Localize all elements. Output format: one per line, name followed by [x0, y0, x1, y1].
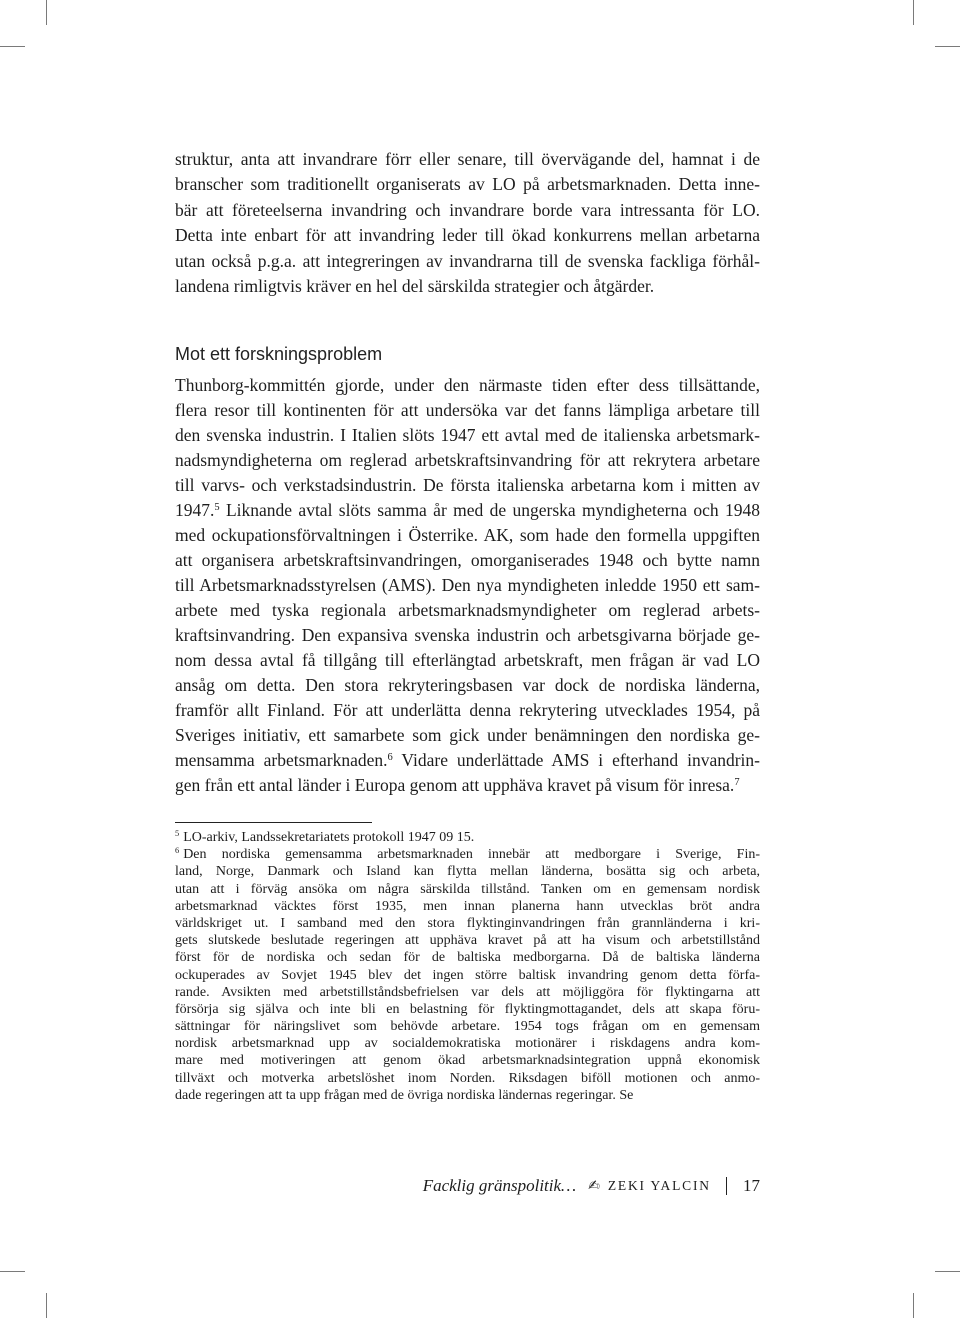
crop-mark: [46, 0, 47, 25]
body-line: [175, 498, 760, 523]
line-text: mensamma arbetsmarknaden.: [175, 750, 388, 770]
crop-mark: [46, 1293, 47, 1318]
body-line: arbete med tyska regionala arbetsmarknadsmyndigheter om reglerad arbets-: [175, 600, 760, 620]
footnote-ref: 7: [734, 776, 740, 788]
footnote-number: 5: [175, 828, 180, 838]
footnote-line: [175, 846, 760, 863]
body-line: landena rimligtvis kräver en hel del särskilda strategier och åtgärder.: [175, 275, 655, 296]
line-text: Vidare underlättade AMS i efterhand invandrin-: [392, 750, 760, 770]
footnote-ref: 6: [387, 751, 393, 763]
footnote-text: Den nordiska gemensamma arbetsmarknaden innebär att medborgare i Sverige, Fin-: [183, 847, 760, 863]
footnote-line: sättningar för näringslivet som behövde arbetare. 1954 togs frågan om en gemensam: [175, 1019, 760, 1035]
footnote-text: LO-arkiv, Landssekretariatets protokoll 1947 09 15.: [183, 830, 475, 845]
footnote-line: först för de nordiska och sedan för de baltiska medborgarna. Då de baltiska länderna: [175, 950, 760, 966]
footnote-line: försörja sig själva och inte bli en belastning för flyktingmottagandet, dels att skapa föru-: [175, 1001, 760, 1017]
body-line: ansåg om detta. Den stora rekryteringsbasen var dock de nordiska länderna,: [175, 675, 760, 695]
body-line: [175, 748, 760, 773]
footnote-line: tillväxt och motverka arbetslöshet inom Norden. Riksdagen biföll motionen och anmo-: [175, 1070, 760, 1086]
body-line: med ockupationsförvaltningen i Österrike. AK, som hade den formella uppgiften: [175, 525, 760, 545]
body-line: Sveriges initiativ, ett samarbete som gick under benämningen den nordiska ge-: [175, 725, 760, 745]
body-line: Detta inte enbart för att invandring leder till ökad konkurrens mellan arbetarna: [175, 225, 760, 246]
footnote-line: land, Norge, Danmark och Island kan flytta mellan länderna, bosätta sig och arbeta,: [175, 864, 760, 880]
footnote-line: mare med motiveringen att genom ökad arbetsmarknadsintegration uppnå ekonomisk: [175, 1053, 760, 1069]
body-line: att organisera arbetskraftsinvandringen, omorganiserades 1948 och bytte namn: [175, 550, 760, 570]
body-line: branscher som traditionellt organiserats av LO på arbetsmarknaden. Detta inne-: [175, 174, 760, 195]
footnotes: [175, 829, 760, 1104]
footnote-line: världskriget ut. I samband med den stora flyktinginvandringen från grannländerna i kri-: [175, 915, 760, 931]
body-line: flera resor till kontinenten för att undersöka var det fanns lämpliga arbetare till: [175, 400, 760, 420]
running-footer: [175, 1174, 760, 1198]
crop-mark: [0, 46, 25, 47]
body-line: till Arbetsmarknadsstyrelsen (AMS). Den nya myndigheten inledde 1950 ett sam-: [175, 575, 760, 595]
footnote-line: gets slutskede beslutade regeringen att upphäva kravet på att ha visum och arbetstillstånd: [175, 933, 760, 949]
body-line: nadsmyndigheterna om reglerad arbetskraftsinvandring för att rekrytera arbetare: [175, 450, 760, 470]
crop-mark: [913, 1293, 914, 1318]
body-line: den svenska industrin. I Italien slöts 1947 ett avtal med de italienska arbetsmark-: [175, 425, 760, 445]
footnote-line: nordisk arbetsmarknad upp av socialdemokratiska motionärer i riskdagens andra kom-: [175, 1036, 760, 1052]
writing-hand-icon: ✍: [588, 1178, 600, 1194]
line-text: gen från ett antal länder i Europa genom att upphäva kravet på visum för inresa.: [175, 775, 735, 795]
crop-mark: [935, 46, 960, 47]
footnote-line: ockuperades av Sovjet 1945 blev det ingen större baltisk invandring genom detta förfa-: [175, 967, 760, 983]
body-line: struktur, anta att invandrare förr eller senare, till övervägande del, hamnat i de: [175, 149, 760, 169]
body-paragraph: [175, 373, 760, 798]
line-text: 1947.: [175, 500, 215, 520]
section-heading: Mot ett forskningsproblem: [175, 344, 383, 364]
body-line: framför allt Finland. För att underlätta denna rekrytering utvecklades 1954, på: [175, 700, 760, 720]
footnote-ref: 5: [214, 501, 220, 513]
footnote-number: 6: [175, 846, 180, 856]
body-line: nom dessa avtal få tillgång till efterlängtad arbetskraft, men frågan är vad LO: [175, 650, 760, 670]
body-line: kraftsinvandring. Den expansiva svenska industrin och arbetsgivarna började ge-: [175, 625, 760, 645]
body-line: till varvs- och verkstadsindustrin. De första italienska arbetarna kom i mitten av: [175, 475, 760, 495]
body-line: [175, 773, 760, 798]
footnote-line: utan att i förväg ansöka om några särskilda tillstånd. Tanken om en gemensam nordisk: [175, 881, 760, 897]
author-name: ZEKI YALCIN: [607, 1178, 711, 1193]
footnote-rule: [175, 822, 372, 823]
crop-mark: [0, 1271, 25, 1272]
line-text: Liknande avtal slöts samma år med de ungerska myndigheterna och 1948: [219, 500, 760, 520]
footnote-line: dade regeringen att ta upp frågan med de övriga nordiska ländernas regeringar. Se: [175, 1087, 634, 1103]
body-line: bär att företeelserna invandring och invandrare borde vara intressanta för LO.: [175, 199, 760, 220]
footnote-line: [175, 829, 760, 846]
body-line: utan också p.g.a. att integreringen av invandrarna till de svenska fackliga förhål-: [175, 250, 760, 271]
footnote-line: rande. Avsikten med arbetstillståndsbefrielsen var dels att möjliggöra för flyktingarna att: [175, 984, 760, 1000]
book-title: Facklig gränspolitik…: [422, 1176, 577, 1195]
body-paragraph: [175, 147, 760, 299]
footer-divider: [726, 1177, 727, 1195]
footnote-line: arbetsmarknad väcktes först 1935, men innan planerna hann utvecklas bröt andra: [175, 898, 760, 914]
crop-mark: [913, 0, 914, 25]
page-number: 17: [743, 1176, 760, 1195]
crop-mark: [935, 1271, 960, 1272]
body-line: Thunborg-kommittén gjorde, under den närmaste tiden efter dess tillsättande,: [175, 375, 760, 395]
